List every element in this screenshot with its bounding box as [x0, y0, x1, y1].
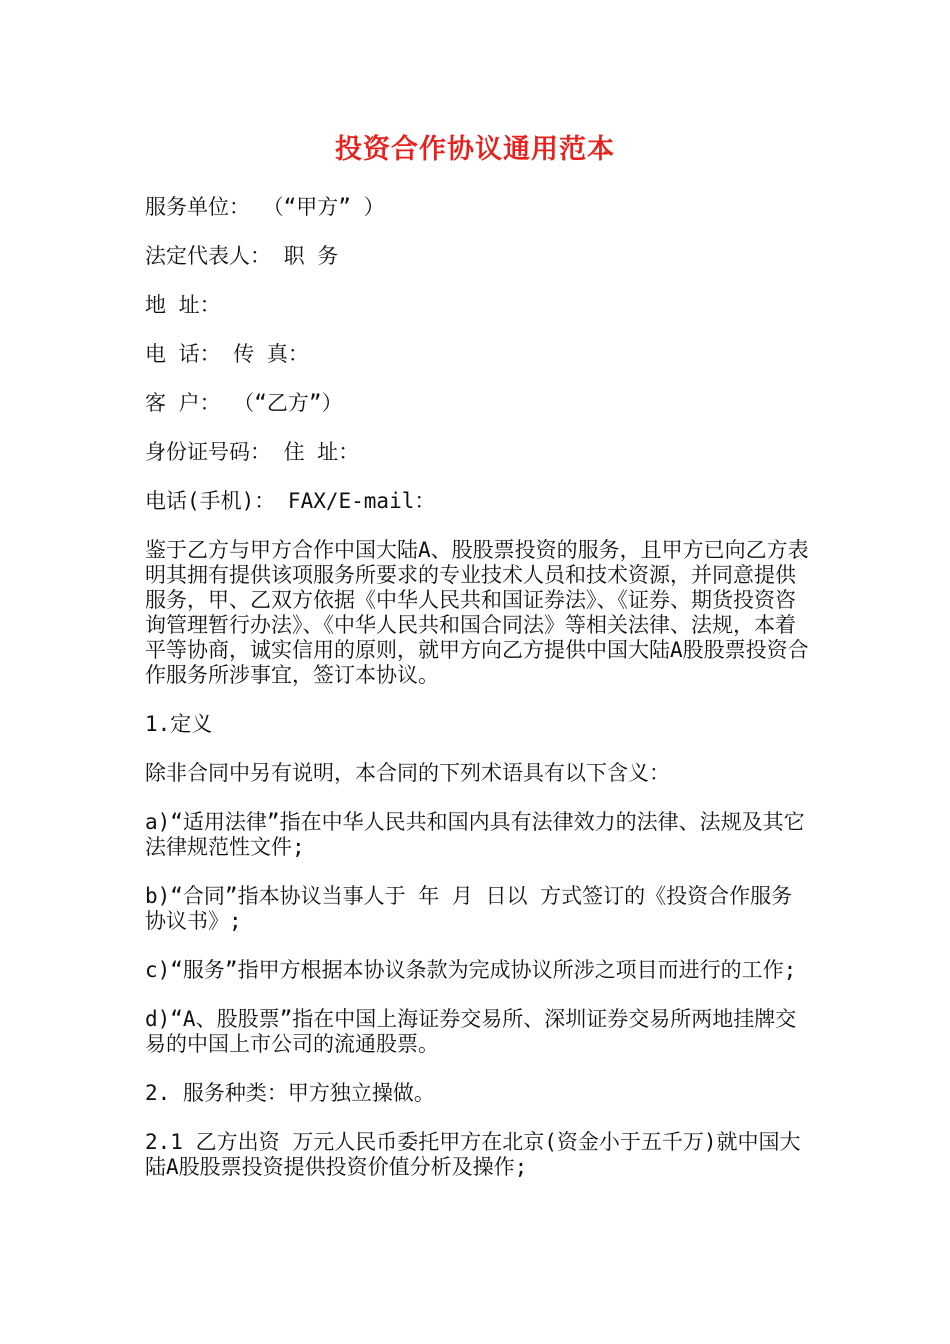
- definition-item-d: d)“A、股股票”指在中国上海证券交易所、深圳证券交易所两地挂牌交易的中国上市公司的流通股票。: [145, 1007, 797, 1056]
- document-title: 投资合作协议通用范本: [335, 134, 615, 165]
- definition-item-c: c)“服务”指甲方根据本协议条款为完成协议所涉之项目而进行的工作;: [145, 958, 797, 982]
- field-phone-fax: 电 话： 传 真：: [145, 342, 309, 366]
- paragraph-definitions-intro: 除非合同中另有说明，本合同的下列术语具有以下含义：: [145, 761, 670, 785]
- paragraph-preamble: 鉴于乙方与甲方合作中国大陆A、股股票投资的服务，且甲方已向乙方表明其拥有提供该项服务所要求的专业技术人员和技术资源，并同意提供服务，甲、乙双方依据《中华人民共和国证券法》、《证券、期货投资咨询管理暂行办法》、《中华人民共和国合同法》等相关法律、法规，本着平等协商，诚实信用的原则，就甲方向乙方提供中国大陆A股股票投资合作服务所涉事宜，签订本协议。: [145, 538, 809, 687]
- field-service-unit: 服务单位： （“甲方” ）: [145, 195, 385, 219]
- document-body: [145, 195, 813, 1204]
- section-heading-service-type: 2. 服务种类：甲方独立操做。: [145, 1081, 435, 1105]
- field-id-number: 身份证号码： 住 址：: [145, 440, 360, 464]
- definition-item-b: b)“合同”指本协议当事人于 年 月 日以 方式签订的《投资合作服务协议书》;: [145, 884, 793, 933]
- section-heading-definitions: 1.定义: [145, 712, 213, 736]
- field-legal-representative: 法定代表人： 职 务: [145, 244, 339, 268]
- clause-2-1: 2.1 乙方出资 万元人民币委托甲方在北京(资金小于五千万)就中国大陆A股股票投资提供投资价值分析及操作;: [145, 1130, 801, 1179]
- field-address: 地 址：: [145, 293, 221, 317]
- definition-item-a: a)“适用法律”指在中华人民共和国内具有法律效力的法律、法规及其它法律规范性文件;: [145, 810, 805, 859]
- field-mobile-email: 电话(手机)： FAX/E-mail：: [145, 489, 436, 513]
- field-client: 客 户： （“乙方”）: [145, 391, 343, 415]
